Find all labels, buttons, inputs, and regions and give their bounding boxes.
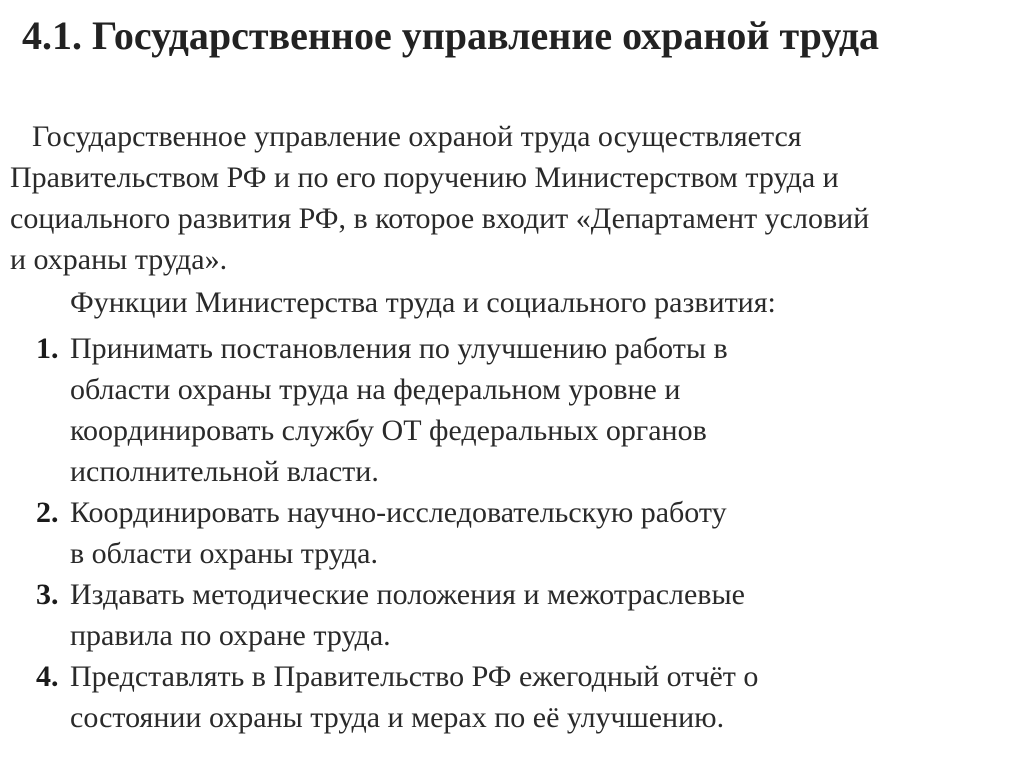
intro-line: Правительством РФ и по его поручению Министерством труда и xyxy=(10,161,839,194)
function-item xyxy=(36,492,758,574)
function-text-line: Представлять в Правительство РФ ежегодный отчёт о xyxy=(70,660,759,693)
function-item xyxy=(36,656,758,738)
function-text-line: координировать службу ОТ федеральных органов xyxy=(70,414,707,447)
intro-line: Государственное управление охраной труда осуществляется xyxy=(32,120,802,153)
function-number: 4. xyxy=(36,660,59,693)
functions-heading: Функции Министерства труда и социального развития: xyxy=(70,286,776,319)
function-text-line: исполнительной власти. xyxy=(70,455,379,488)
function-item xyxy=(36,328,758,492)
function-text-line: Издавать методические положения и межотраслевые xyxy=(70,578,745,611)
intro-line: социального развития РФ, в которое входит «Департамент условий xyxy=(10,202,870,235)
function-text-line: правила по охране труда. xyxy=(70,619,391,652)
function-text-line: состоянии охраны труда и мерах по её улучшению. xyxy=(70,701,725,734)
intro-paragraph xyxy=(10,116,1010,280)
intro-line: и охраны труда». xyxy=(10,243,228,276)
slide-title: 4.1. Государственное управление охраной труда xyxy=(22,13,880,58)
function-text-line: Принимать постановления по улучшению работы в xyxy=(70,332,728,365)
function-number: 3. xyxy=(36,578,59,611)
function-number: 2. xyxy=(36,496,59,529)
function-item xyxy=(36,574,758,656)
function-text-line: Координировать научно-исследовательскую работу xyxy=(70,496,727,529)
functions-list xyxy=(36,328,758,738)
function-number: 1. xyxy=(36,332,59,365)
function-text-line: в области охраны труда. xyxy=(70,537,378,570)
function-text-line: области охраны труда на федеральном уровне и xyxy=(70,373,681,406)
